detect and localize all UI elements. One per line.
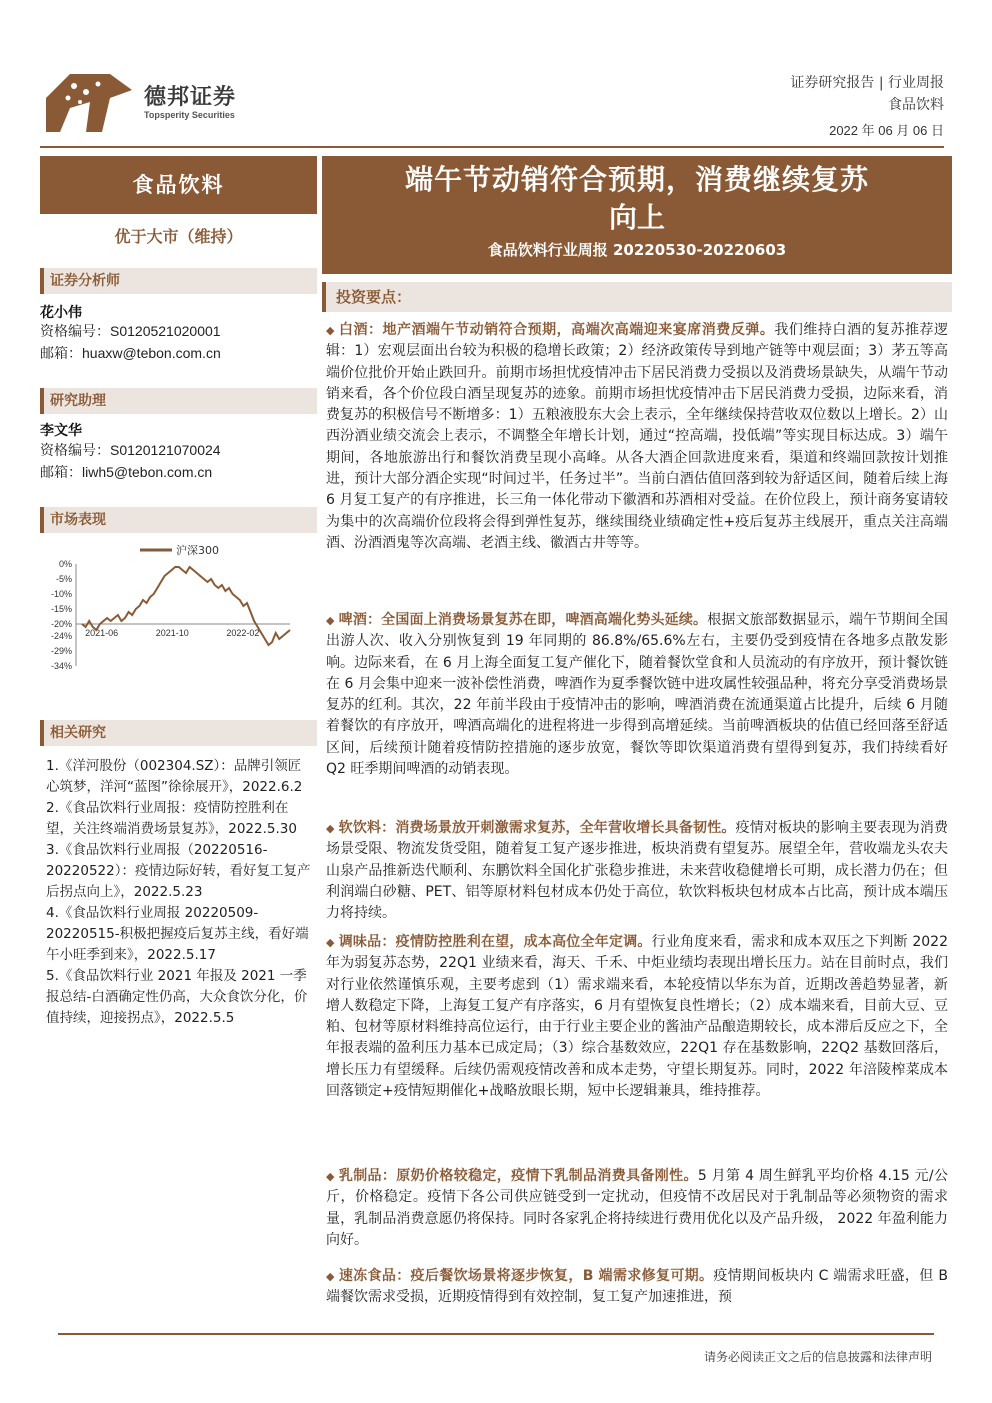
- paragraph-dairy: [326, 1166, 948, 1251]
- report-title-line2: 向上: [608, 201, 665, 234]
- industry-box: 食品饮料: [40, 156, 317, 214]
- related-research-item[interactable]: 4.《食品饮料行业周报 20220509-20220515-积极把握疫后复苏主线，看好端午小旺季到来》，2022.5.17: [46, 905, 309, 963]
- paragraph-text: 疫情对板块的影响主要表现为消费场景受限、物流发货受阻，随着复工复产逐步推进，板块消费有望复苏。展望全年，营收端龙头农夫山泉产品推新迭代顺利、东鹏饮料全国化扩张稳步推进，未来营收稳健增长可期，成长潜力仍在；但利润端白砂糖、PET、铝等原材料包材成本仍处于高位，软饮料板块包材成本占比高，预计成本端压力将持续。: [326, 820, 948, 922]
- bullet-icon: ◆: [326, 822, 335, 835]
- related-research-item[interactable]: 3.《食品饮料行业周报（20220516-20220522）：疫情边际好转，看好复工复产后拐点向上》，2022.5.23: [46, 842, 311, 900]
- header-divider: [40, 146, 944, 148]
- assistant-name: 李文华: [40, 423, 82, 439]
- related-research-item[interactable]: 5.《食品饮料行业 2021 年报及 2021 一季报总结-白酒确定性仍高，大众食饮分化，价值持续，迎接拐点》，2022.5.5: [46, 968, 308, 1026]
- bullet-icon: ◆: [326, 936, 335, 949]
- paragraph-text: 疫情期间板块内 C 端需求旺盛，但 B 端餐饮需求受损，近期疫情得到有效控制，复工复产加速推进，预: [326, 1268, 948, 1306]
- y-tick-label: 0%: [58, 559, 72, 569]
- key-points-header: 投资要点：: [322, 282, 952, 312]
- y-tick-label: -20%: [50, 619, 72, 629]
- report-industry: 食品饮料: [888, 97, 944, 113]
- analyst-section-header: 证券分析师: [40, 268, 317, 294]
- paragraph-text: 行业角度来看，需求和成本双压之下判断 2022 年为弱复苏态势，22Q1 业绩来看，海天、千禾、中炬业绩均表现出增长压力。站在目前时点，我们对行业依然谨慎乐观，主要考虑到（1）需求端来看，本轮疫情以华东为首，近期改善趋势显著，新增人数稳定下降，上海复工复产有序落实，6 月有望恢复良性增长；（2）成本端来看，目前大豆、豆粕、包材等原材料维持高位运行，由于行业主要企业的酱油产品酿造期较长，成本滞后反应之下，全年报表端的盈利压力基本已成定局；（3）综合基数效应，22Q1 存在基数影响，22Q2 基数回落后，增长压力有望缓释。后续仍需观疫情改善和成本走势，守望长期复苏。同时，2022 年涪陵榨菜成本回落锁定+疫情短期催化+战略放眼长期，短中长逻辑兼具，维持推荐。: [326, 934, 948, 1100]
- leopard-logo-icon: [40, 68, 136, 138]
- market-chart-svg: [40, 540, 317, 680]
- paragraph-lead: 速冻食品：疫后餐饮场景将逐步恢复，B 端需求修复可期。: [338, 1268, 714, 1284]
- related-research-item[interactable]: 2.《食品饮料行业周报：疫情防控胜利在望，关注终端消费场景复苏》，2022.5.30: [46, 800, 297, 837]
- related-section-header: 相关研究: [40, 720, 317, 746]
- assistant-email[interactable]: 邮箱：liwh5@tebon.com.cn: [40, 464, 213, 480]
- report-date: 2022 年 06 月 06 日: [829, 123, 944, 138]
- paragraph-lead: 软饮料：消费场景放开刺激需求复苏，全年营收增长具备韧性。: [338, 820, 736, 836]
- y-tick-label: -29%: [50, 646, 72, 656]
- report-subtitle: 食品饮料行业周报 20220530-20220603: [487, 241, 787, 259]
- related-research-list: [46, 756, 312, 1029]
- y-tick-label: -15%: [50, 604, 72, 614]
- x-tick-label: 2022-02: [226, 628, 260, 638]
- paragraph-baijiu: [326, 320, 948, 554]
- market-performance-chart: [40, 540, 317, 680]
- bullet-icon: ◆: [326, 1170, 335, 1183]
- x-tick-label: 2021-10: [155, 628, 189, 638]
- report-type: 证券研究报告 | 行业周报: [790, 75, 944, 91]
- related-research-item[interactable]: 1.《洋河股份（002304.SZ）：品牌引领匠心筑梦，洋河“蓝图”徐徐展开》，2022.6.2: [46, 758, 303, 795]
- paragraph-lead: 白酒：地产酒端午节动销符合预期，高端次高端迎来宴席消费反弹。: [338, 322, 775, 338]
- y-tick-label: -5%: [55, 574, 72, 584]
- assistant-section-header: 研究助理: [40, 388, 317, 414]
- paragraph-lead: 调味品：疫情防控胜利在望，成本高位全年定调。: [338, 934, 652, 950]
- market-section-header: 市场表现: [40, 507, 317, 533]
- y-tick-label: -34%: [50, 661, 72, 671]
- paragraph-soft-drinks: [326, 818, 948, 924]
- paragraph-lead: 乳制品：原奶价格较稳定，疫情下乳制品消费具备刚性。: [338, 1168, 698, 1184]
- analyst-name: 花小伟: [40, 305, 82, 321]
- y-tick-label: -10%: [50, 589, 72, 599]
- paragraph-text: 我们维持白酒的复苏推荐逻辑：1）宏观层面出台较为积极的稳增长政策；2）经济政策传导到地产链等中观层面；3）茅五等高端价位批价开始止跌回升。前期市场担忧疫情冲击下居民消费力受损以及消费场景缺失，从端午节动销来看，各个价位段白酒呈现复苏的迹象。前期市场担忧疫情冲击下居民消费力受损，边际来看，消费复苏的积极信号不断增多：1）五粮液股东大会上表示，全年继续保持营收双位数以上增长。2）山西汾酒业绩交流会上表示，不调整全年增长计划，通过“控高端，投低端”等实现目标达成。3）端午期间，各地旅游出行和餐饮消费呈现小高峰。从各大酒企回款进度来看，渠道和终端回款按计划推进，预计大部分酒企实现“时间过半，任务过半”。当前白酒估值回落到较为舒适区间，随着后续上海 6 月复工复产的有序推进，长三角一体化带动下徽酒和苏酒相对受益。在价位段上，预计商务宴请较为集中的次高端价位段将会得到弹性复苏，继续围绕业绩确定性+疫后复苏主线展开，重点关注高端酒、汾酒酒鬼等次高端、老酒主线、徽酒古井等等。: [326, 322, 949, 551]
- paragraph-text: 根据文旅部数据显示，端午节期间全国出游人次、收入分别恢复到 19 年同期的 86.8%/65.6%左右，主要仍受到疫情在各地多点散发影响。边际来看，在 6 月上海全面复工复产催化下，随着餐饮堂食和人员流动的有序放开，预计餐饮链在 6 月会集中迎来一波补偿性消费，啤酒作为夏季餐饮链中进攻属性较强品种，将充分享受消费场景复苏的红利。其次，22 年前半段由于疫情冲击的影响，啤酒消费在流通渠道占比提升，后续 6 月随着餐饮的有序放开，啤酒高端化的进程将进一步得到高增延续。当前啤酒板块的估值已经回落至舒适区间，后续预计随着疫情防控措施的逐步放宽，餐饮等即饮渠道消费有望得到复苏，我们持续看好 Q2 旺季期间啤酒的动销表现。: [326, 612, 949, 778]
- assistant-contact: [40, 439, 221, 483]
- analyst-contact: [40, 320, 221, 364]
- analyst-email[interactable]: 邮箱：huaxw@tebon.com.cn: [40, 345, 221, 361]
- analyst-cert: 资格编号：S0120521020001: [40, 323, 221, 339]
- paragraph-lead: 啤酒：全国面上消费场景复苏在即，啤酒高端化势头延续。: [338, 612, 708, 628]
- y-tick-label: -24%: [50, 631, 72, 641]
- assistant-cert: 资格编号：S0120121070024: [40, 442, 221, 458]
- company-logo: [40, 68, 260, 138]
- footer-divider: [58, 1333, 934, 1335]
- brand-name: 德邦证券: [144, 85, 237, 110]
- paragraph-beer: [326, 610, 948, 780]
- bullet-icon: ◆: [326, 324, 335, 337]
- report-title: 端午节动销符合预期，消费继续复苏: [404, 163, 869, 196]
- industry-rating: 优于大市（维持）: [114, 227, 243, 246]
- legend-label: 沪深300: [176, 544, 219, 557]
- x-tick-label: 2021-06: [85, 628, 119, 638]
- bullet-icon: ◆: [326, 1270, 335, 1283]
- footer-disclaimer: 请务必阅读正文之后的信息披露和法律声明: [703, 1350, 932, 1364]
- report-header: [790, 72, 944, 142]
- bullet-icon: ◆: [326, 614, 335, 627]
- paragraph-text: 5 月第 4 周生鲜乳平均价格 4.15 元/公斤，价格稳定。疫情下各公司供应链受到一定扰动，但疫情不改居民对于乳制品等必须物资的需求量，乳制品消费意愿仍将保持。同时各家乳企将持续进行费用优化以及产品升级， 2022 年盈利能力向好。: [326, 1168, 948, 1248]
- paragraph-condiments: [326, 932, 948, 1102]
- report-title-box: [322, 156, 952, 274]
- paragraph-frozen-food: [326, 1266, 948, 1310]
- brand-name-en: Topsperity Securities: [144, 110, 235, 120]
